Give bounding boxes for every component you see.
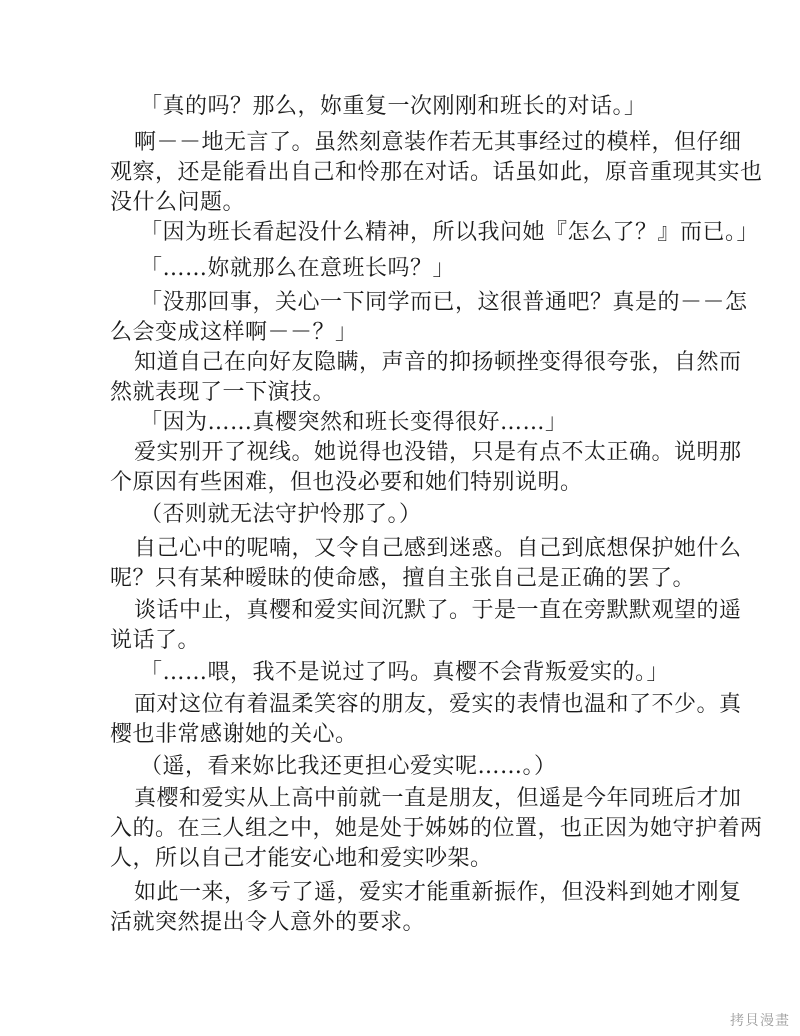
paragraph-line: 观察，还是能看出自己和怜那在对话。话虽如此，原音重现其实也: [110, 160, 763, 185]
paragraph-line: 谈话中止，真樱和爱实间沉默了。于是一直在旁默默观望的遥: [134, 598, 742, 623]
paragraph-line: 呢？只有某种暧昧的使命感，擅自主张自己是正确的罢了。: [110, 566, 696, 591]
paragraph-line: 知道自己在向好友隐瞒，声音的抑扬顿挫变得很夸张，自然而: [134, 350, 742, 375]
paragraph-line: 说话了。: [110, 628, 201, 653]
paragraph-line: 自己心中的呢喃，又令自己感到迷惑。自己到底想保护她什么: [134, 536, 742, 561]
paragraph-line: 「……喂，我不是说过了吗。真樱不会背叛爱实的。」: [140, 660, 670, 685]
paragraph-line: 面对这位有着温柔笑容的朋友，爱实的表情也温和了不少。真: [134, 692, 742, 717]
paragraph-line: 入的。在三人组之中，她是处于姊姊的位置，也正因为她守护着两: [110, 816, 763, 841]
paragraph-line: 么会变成这样啊－－？」: [110, 320, 358, 345]
paragraph-line: 个原因有些困难，但也没必要和她们特别说明。: [110, 470, 583, 495]
paragraph-line: 然就表现了一下演技。: [110, 380, 336, 405]
paragraph-line: （遥，看来妳比我还更担心爱实呢……。）: [140, 754, 557, 779]
paragraph-line: 「因为……真樱突然和班长变得很好……」: [140, 410, 568, 435]
paragraph-line: 「……妳就那么在意班长吗？」: [140, 256, 456, 281]
paragraph-line: （否则就无法守护怜那了。）: [140, 502, 422, 527]
paragraph-line: 「真的吗？那么，妳重复一次刚刚和班长的对话。」: [140, 94, 647, 119]
paragraph-line: 「没那回事，关心一下同学而已，这很普通吧？真是的－－怎: [140, 290, 748, 315]
paragraph-line: 活就突然提出令人意外的要求。: [110, 910, 426, 935]
paragraph-line: 没什么问题。: [110, 190, 246, 215]
paragraph-line: 爱实别开了视线。她说得也没错，只是有点不太正确。说明那: [134, 440, 742, 465]
paragraph-line: 人，所以自己才能安心地和爱实吵架。: [110, 846, 493, 871]
paragraph-line: 真樱和爱实从上高中前就一直是朋友，但遥是今年同班后才加: [134, 786, 742, 811]
watermark: 拷貝漫畫: [730, 1013, 790, 1029]
paragraph-line: 樱也非常感谢她的关心。: [110, 722, 358, 747]
paragraph-line: 「因为班长看起没什么精神，所以我问她『怎么了？』而已。」: [140, 220, 760, 245]
paragraph-line: 啊－－地无言了。虽然刻意装作若无其事经过的模样，但仔细: [134, 130, 742, 155]
paragraph-line: 如此一来，多亏了遥，爱实才能重新振作，但没料到她才刚复: [134, 880, 742, 905]
